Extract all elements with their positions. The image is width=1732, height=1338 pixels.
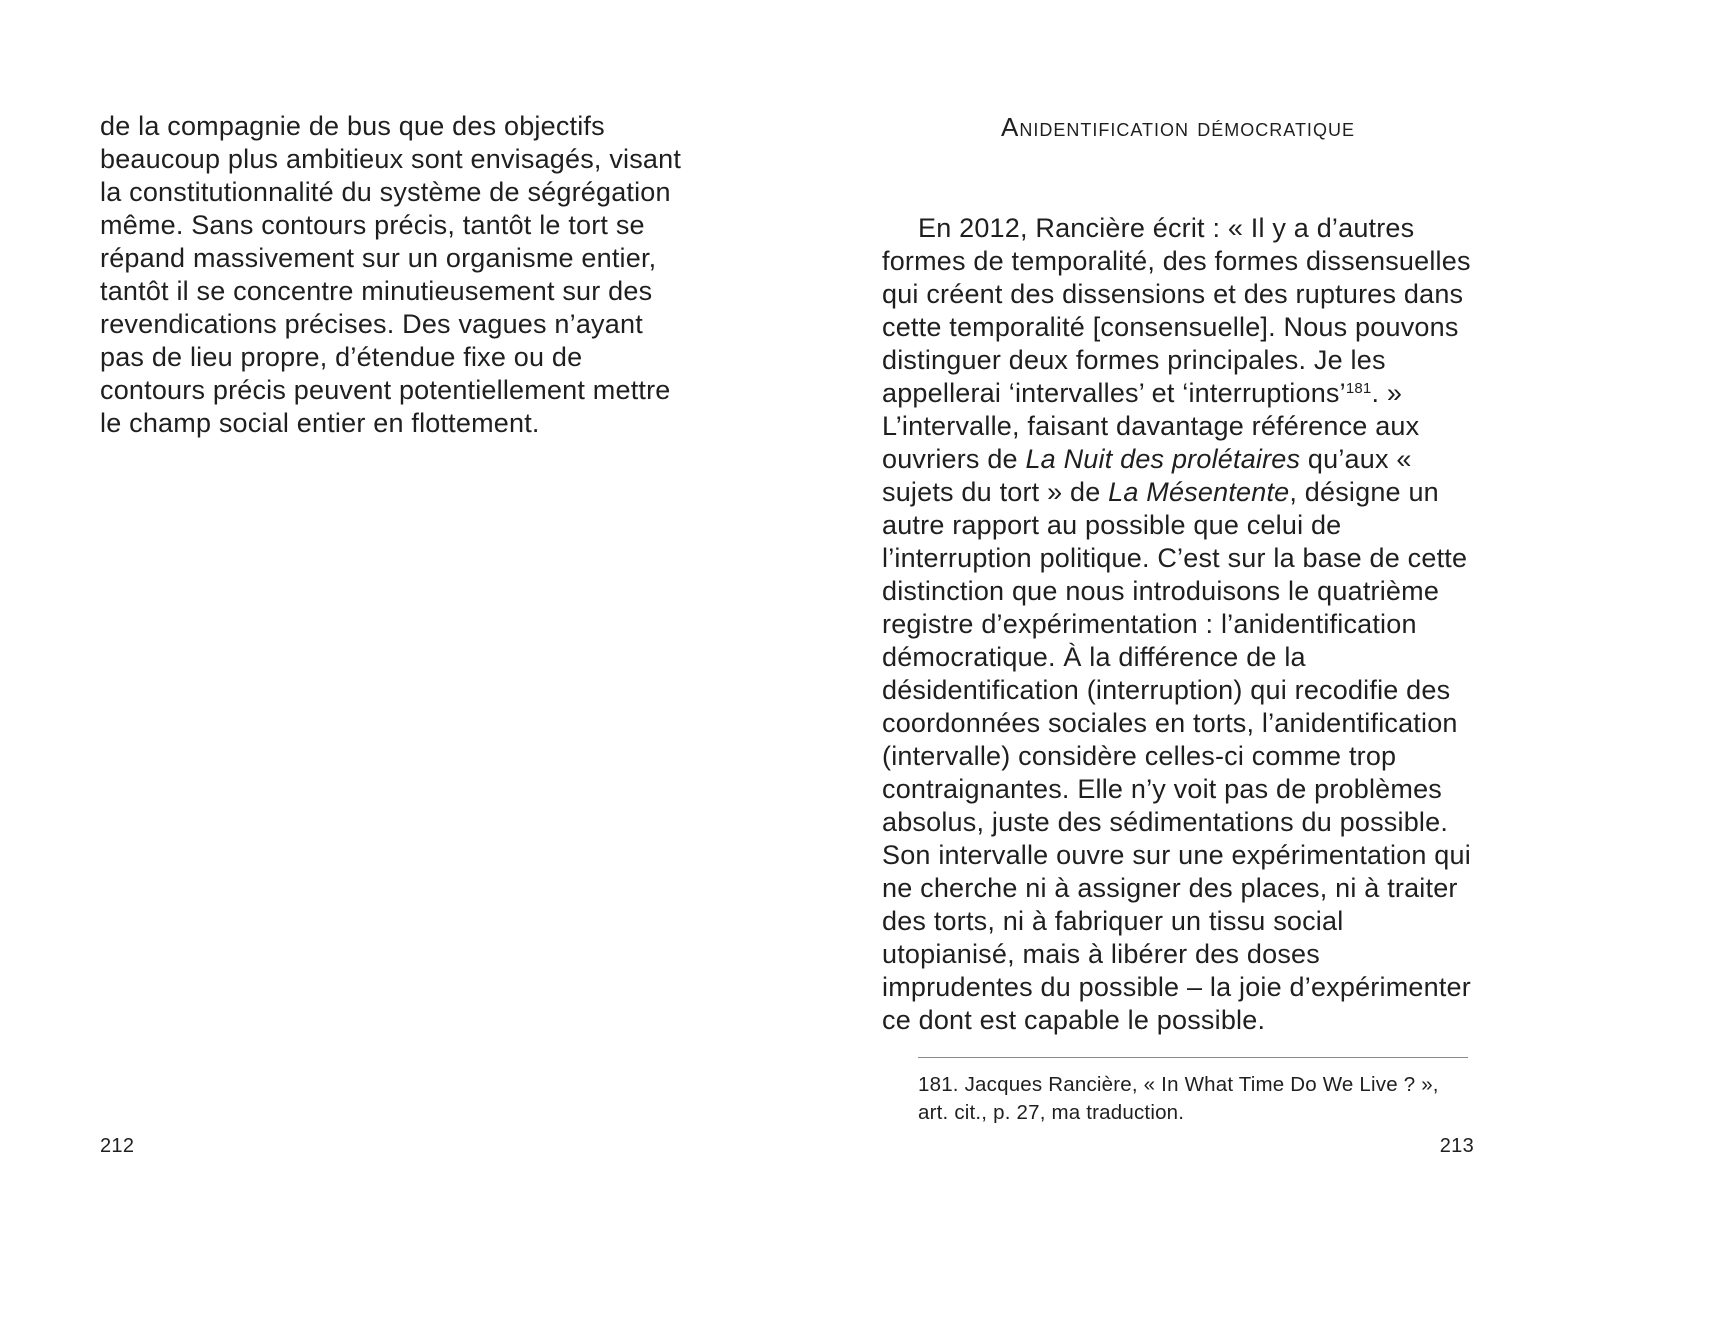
right-page-number: 213 — [1439, 1135, 1474, 1157]
left-page-body-text: de la compagnie de bus que des objectifs beaucoup plus ambitieux sont envisagés, visant la constitutionnalité du système de ségrégation même. Sans contours précis, tantôt le tort se répand massivement sur un organisme entier, tantôt il se concentre minutieusement sur des revendications précises. Des vagues n’ayant pas de lieu propre, d’étendue fixe ou de contours précis peuvent potentiellement mettre le champ social entier en flottement. — [100, 111, 682, 438]
footnote-text: 181. Jacques Rancière, « In What Time Do We Live ? », art. cit., p. 27, ma traduction. — [918, 1073, 1439, 1124]
right-page-body-text: En 2012, Rancière écrit : « Il y a d’autres formes de temporalité, des formes dissensuelles qui créent des dissensions et des ruptures dans cette temporalité [consensuelle]. Nous pouvons distinguer deux formes principales. Je les appellerai ‘intervalles’ et ‘interruptions’$^{181}$. » L’intervalle, faisant davantage référence aux ouvriers de La Nuit des prolétaires qu’aux « sujets du tort » de La Mésentente, désigne un autre rapport au possible que celui de l’interruption politique. C’est sur la base de cette distinction que nous introduisons le quatrième registre d’expérimentation : l’anidentification démocratique. À la différence de la désidentification (interruption) qui recodifie des coordonnées sociales en torts, l’anidentification (intervalle) considère celles-ci comme trop contraignantes. Elle n’y voit pas de problèmes absolus, juste des sédimentations du possible. Son intervalle ouvre sur une expérimentation qui ne cherche ni à assigner des places, ni à traiter des torts, ni à fabriquer un tissu social utopianisé, mais à libérer des doses imprudentes du possible – la joie d’expérimenter ce dont est capable le possible. — [882, 213, 1471, 1035]
chapter-heading: Anidentification démocratique — [1001, 112, 1355, 142]
left-page-number: 212 — [100, 1135, 135, 1157]
footnote-divider — [918, 1057, 1468, 1058]
